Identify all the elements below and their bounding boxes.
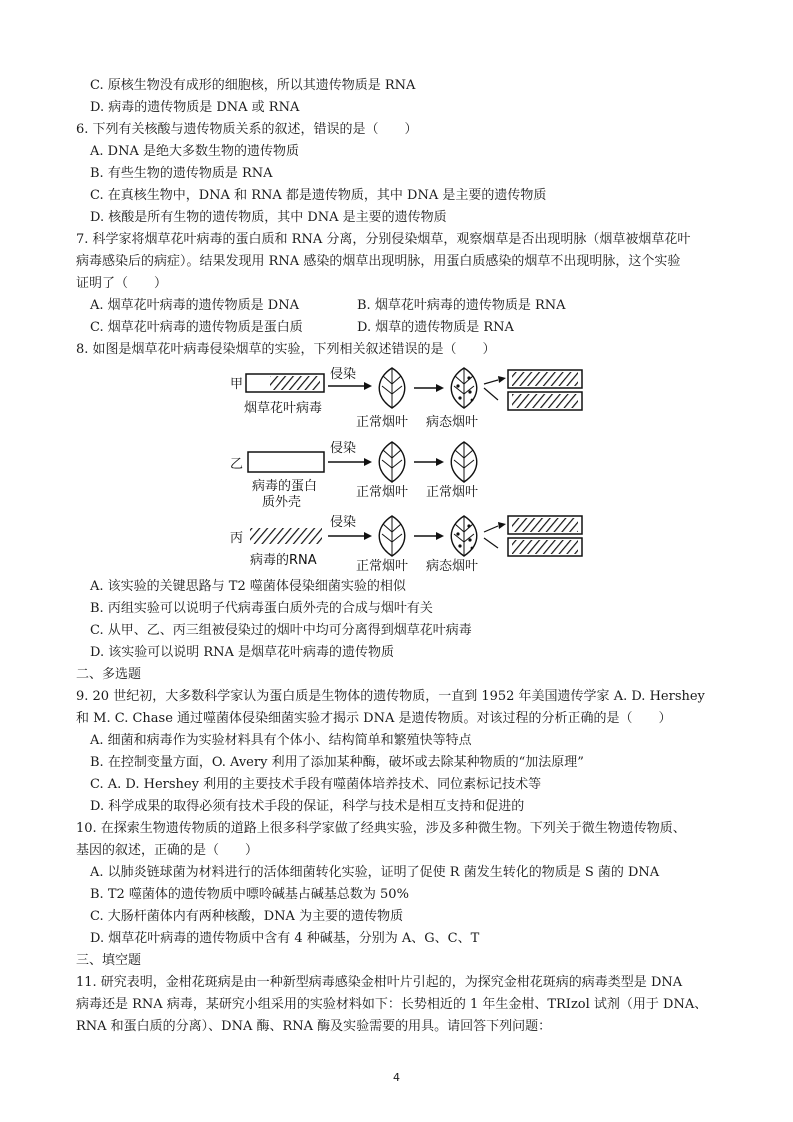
question-9-line-2: 和 M. C. Chase 通过噬菌体侵染细菌实验才揭示 DNA 是遗传物质。对该过程的分析正确的是（ ） <box>76 711 672 726</box>
question-11-line-1: 11. 研究表明，金柑花斑病是由一种新型病毒感染金柑叶片引起的，为探究金柑花斑病的病毒类型是 DNA <box>76 975 683 990</box>
section-fill-blank: 三、填空题 <box>76 953 142 968</box>
protein-label-1: 病毒的蛋白 <box>252 479 318 494</box>
question-7-line-3: 证明了（ ） <box>76 276 168 291</box>
q9-option-c: C. A. D. Hershey 利用的主要技术手段有噬菌体培养技术、同位素标记技术等 <box>90 777 542 792</box>
question-10-line-1: 10. 在探索生物遗传物质的道路上很多科学家做了经典实验，涉及多种微生物。下列关于微生物遗传物质、 <box>76 821 686 836</box>
infect-label-bing: 侵染 <box>330 515 357 530</box>
protein-label-2: 质外壳 <box>262 495 302 510</box>
q9-option-a: A. 细菌和病毒作为实验材料具有个体小、结构简单和繁殖快等特点 <box>90 733 472 748</box>
q8-option-c: C. 从甲、乙、丙三组被侵染过的烟叶中均可分离得到烟草花叶病毒 <box>90 623 472 638</box>
q7-option-c: C. 烟草花叶病毒的遗传物质是蛋白质 <box>90 320 303 335</box>
group-yi-label: 乙 <box>230 457 244 472</box>
normal-leaf-label-yi-2: 正常烟叶 <box>426 485 479 500</box>
progeny-virus-bing <box>508 516 582 556</box>
normal-leaf-label-jia: 正常烟叶 <box>356 415 409 430</box>
question-6: 6. 下列有关核酸与遗传物质关系的叙述，错误的是（ ） <box>76 122 418 137</box>
question-8: 8. 如图是烟草花叶病毒侵染烟草的实验，下列相关叙述错误的是（ ） <box>76 342 496 357</box>
q6-option-d: D. 核酸是所有生物的遗传物质，其中 DNA 是主要的遗传物质 <box>90 210 447 225</box>
normal-leaf-label-yi: 正常烟叶 <box>356 485 409 500</box>
q8-option-a: A. 该实验的关键思路与 T2 噬菌体侵染细菌实验的相似 <box>90 579 406 594</box>
q8-option-b: B. 丙组实验可以说明子代病毒蛋白质外壳的合成与烟叶有关 <box>90 601 433 616</box>
q8-option-d: D. 该实验可以说明 RNA 是烟草花叶病毒的遗传物质 <box>90 645 395 660</box>
infect-label-yi: 侵染 <box>330 441 357 456</box>
protein-coat-rod <box>248 452 324 472</box>
q7-option-a: A. 烟草花叶病毒的遗传物质是 DNA <box>90 298 299 313</box>
tmv-experiment-figure <box>226 362 586 574</box>
q10-option-d: D. 烟草花叶病毒的遗传物质中含有 4 种碱基，分别为 A、G、C、T <box>90 931 480 946</box>
q10-option-a: A. 以肺炎链球菌为材料进行的活体细菌转化实验，证明了促使 R 菌发生转化的物质是 S 菌的 DNA <box>90 865 660 880</box>
diseased-leaf-icon <box>451 368 477 408</box>
normal-leaf-label-bing: 正常烟叶 <box>356 559 409 574</box>
group-bing-label: 丙 <box>230 531 244 546</box>
q6-option-a: A. DNA 是绝大多数生物的遗传物质 <box>90 144 299 159</box>
option-c-prev: C. 原核生物没有成形的细胞核，所以其遗传物质是 RNA <box>90 78 416 93</box>
question-10-line-2: 基因的叙述，正确的是（ ） <box>76 843 259 858</box>
tmv-rna-core <box>270 376 320 390</box>
rna-label: 病毒的RNA <box>250 553 317 568</box>
q9-option-b: B. 在控制变量方面，O. Avery 利用了添加某种酶，破坏或去除某种物质的“加法原理” <box>90 755 584 770</box>
normal-leaf-icon <box>451 442 477 482</box>
infect-label-jia: 侵染 <box>330 367 357 382</box>
virus-rna-strand <box>250 528 322 544</box>
q10-option-b: B. T2 噬菌体的遗传物质中嘌呤碱基占碱基总数为 50% <box>90 887 409 902</box>
diseased-leaf-label-bing: 病态烟叶 <box>426 559 479 574</box>
q10-option-c: C. 大肠杆菌体内有两种核酸，DNA 为主要的遗传物质 <box>90 909 404 924</box>
q7-option-d: D. 烟草的遗传物质是 RNA <box>357 320 514 335</box>
normal-leaf-icon <box>379 442 405 482</box>
normal-leaf-icon <box>379 368 405 408</box>
diseased-leaf-icon <box>451 516 477 556</box>
group-jia-label: 甲 <box>230 377 244 392</box>
question-7-line-2: 病毒感染后的病症）。结果发现用 RNA 感染的烟草出现明脉，用蛋白质感染的烟草不出现明脉，这个实验 <box>76 254 681 269</box>
question-11-line-3: RNA 和蛋白质的分离）、DNA 酶、RNA 酶及实验需要的用具。请回答下列问题： <box>76 1019 552 1034</box>
q6-option-c: C. 在真核生物中，DNA 和 RNA 都是遗传物质，其中 DNA 是主要的遗传物质 <box>90 188 547 203</box>
question-11-line-2: 病毒还是 RNA 病毒，某研究小组采用的实验材料如下：长势相近的 1 年生金柑、TRIzol 试剂（用于 DNA、 <box>76 997 708 1012</box>
q6-option-b: B. 有些生物的遗传物质是 RNA <box>90 166 273 181</box>
section-multi-choice: 二、多选题 <box>76 667 142 682</box>
option-d-prev: D. 病毒的遗传物质是 DNA 或 RNA <box>90 100 300 115</box>
diseased-leaf-label-jia: 病态烟叶 <box>426 415 479 430</box>
q7-option-b: B. 烟草花叶病毒的遗传物质是 RNA <box>357 298 566 313</box>
normal-leaf-icon <box>379 516 405 556</box>
question-9-line-1: 9. 20 世纪初，大多数科学家认为蛋白质是生物体的遗传物质，一直到 1952 年美国遗传学家 A. D. Hershey <box>76 689 705 704</box>
tmv-label: 烟草花叶病毒 <box>244 401 323 416</box>
q9-option-d: D. 科学成果的取得必须有技术手段的保证，科学与技术是相互支持和促进的 <box>90 799 525 814</box>
page-number: 4 <box>393 1071 400 1084</box>
progeny-virus-jia <box>508 370 582 410</box>
question-7-line-1: 7. 科学家将烟草花叶病毒的蛋白质和 RNA 分离，分别侵染烟草，观察烟草是否出现明脉（烟草被烟草花叶 <box>76 232 691 247</box>
